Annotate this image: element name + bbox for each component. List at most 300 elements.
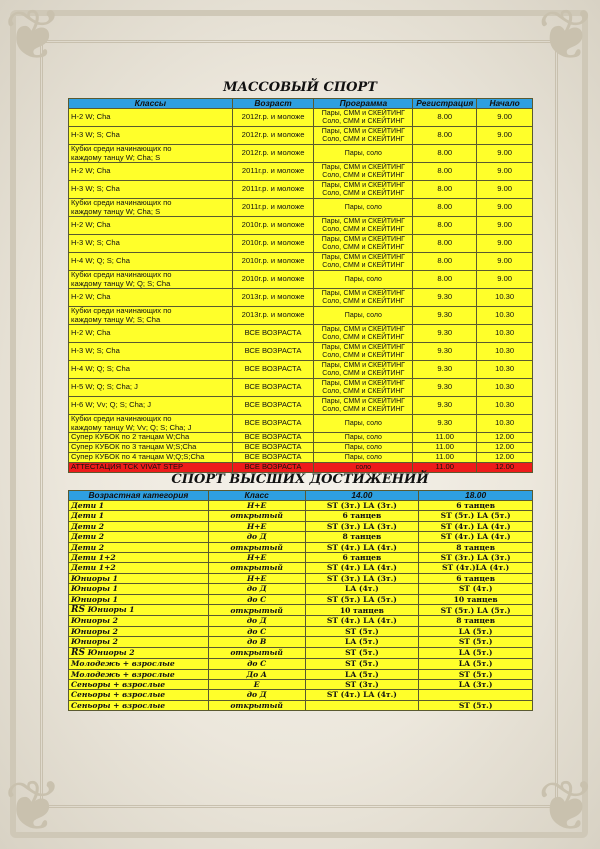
age-cell: ВСЕ ВОЗРАСТА (232, 415, 314, 433)
age-cell: ВСЕ ВОЗРАСТА (232, 443, 314, 453)
class-cell (69, 109, 233, 127)
program-line: Соло, СММ и СКЕЙТИНГ (322, 297, 405, 305)
class-label: Н-2 W; Cha (71, 292, 111, 302)
registration-cell: 11.00 (413, 443, 477, 453)
class-cell: Е (208, 679, 305, 689)
age-cell: ВСЕ ВОЗРАСТА (232, 453, 314, 463)
program-cell: Пары, соло (314, 433, 413, 443)
program-cell: соло (314, 463, 413, 473)
table-row (69, 443, 533, 453)
class-label: Кубки среди начинающих по (71, 414, 172, 424)
program-cell (314, 343, 413, 361)
table-row (69, 325, 533, 343)
corner-ornament-icon: ❦ (537, 0, 596, 76)
class-cell: Н+Е (208, 553, 305, 563)
program-cell: Пары, соло (314, 443, 413, 453)
age-cell: 2012г.р. и моложе (232, 109, 314, 127)
table-row (69, 433, 533, 443)
class-cell (69, 145, 233, 163)
class-cell: Супер КУБОК по 2 танцам W;Cha (69, 433, 233, 443)
age-cell: 2012г.р. и моложе (232, 127, 314, 145)
time-14-cell: ST (5т.) (305, 626, 419, 636)
class-cell (69, 181, 233, 199)
start-cell: 9.00 (477, 271, 533, 289)
age-category-label: Дети 1+2 (71, 563, 116, 573)
class-cell: открытый (208, 563, 305, 573)
class-label: Кубки среди начинающих по (71, 198, 172, 208)
class-cell (69, 235, 233, 253)
age-cell: 2013г.р. и моложе (232, 289, 314, 307)
age-cell: 2010г.р. и моложе (232, 271, 314, 289)
registration-cell: 9.30 (413, 325, 477, 343)
registration-cell: 8.00 (413, 199, 477, 217)
age-category-label: Дети 1 (71, 511, 105, 521)
registration-cell: 11.00 (413, 463, 477, 473)
class-cell (69, 379, 233, 397)
time-14-cell: ST (4т.) LA (4т.) (305, 563, 419, 573)
start-cell: 10.30 (477, 379, 533, 397)
age-category-cell (69, 637, 209, 647)
registration-cell: 8.00 (413, 127, 477, 145)
table-row (69, 379, 533, 397)
program-cell (314, 181, 413, 199)
corner-ornament-icon: ❦ (537, 765, 596, 847)
class-label: Кубки среди начинающих по (71, 306, 172, 316)
time-18-cell: ST (5т.) LA (5т.) (419, 511, 533, 521)
table-row (69, 637, 533, 647)
table-row (69, 199, 533, 217)
program-cell (314, 253, 413, 271)
program-line: Пары, СММ и СКЕЙТИНГ (321, 127, 405, 135)
age-cell: 2010г.р. и моложе (232, 235, 314, 253)
class-label: Н-3 W; S; Cha (71, 238, 120, 248)
program-line: Соло, СММ и СКЕЙТИНГ (322, 387, 405, 395)
time-18-cell: ST (4т.) LA (4т.) (419, 521, 533, 531)
program-line: Пары, СММ и СКЕЙТИНГ (321, 163, 405, 171)
program-line: Пары, СММ и СКЕЙТИНГ (321, 343, 405, 351)
registration-cell: 9.30 (413, 379, 477, 397)
time-14-cell: ST (3т.) LA (3т.) (305, 521, 419, 531)
age-category-label: Сеньоры + взрослые (71, 679, 166, 689)
table-row (69, 669, 533, 679)
program-cell (314, 145, 413, 163)
age-cell: 2011г.р. и моложе (232, 163, 314, 181)
start-cell: 9.00 (477, 109, 533, 127)
program-line: Пары, соло (344, 275, 382, 283)
time-14-cell: ST (4т.) LA (4т.) (305, 542, 419, 552)
class-label: Н-2 W; Cha (71, 112, 111, 122)
table-row (69, 397, 533, 415)
table-row (69, 700, 533, 710)
start-cell: 12.00 (477, 433, 533, 443)
time-14-cell: ST (4т.) LA (4т.) (305, 616, 419, 626)
program-cell (314, 127, 413, 145)
class-cell (69, 361, 233, 379)
age-category-label: Сеньоры + взрослые (71, 690, 166, 700)
age-category-cell (69, 605, 209, 616)
age-category-label: Сеньоры + взрослые (71, 700, 166, 710)
time-18-cell: 8 танцев (419, 616, 533, 626)
time-18-cell: ST (3т.) LA (3т.) (419, 553, 533, 563)
class-label-line2: каждому танцу W; Cha; S (71, 206, 161, 216)
class-cell (69, 289, 233, 307)
class-cell (69, 217, 233, 235)
elite-sport-table (68, 490, 533, 711)
age-category-label: Юниоры 1 (71, 584, 118, 594)
age-cell: 2010г.р. и моложе (232, 217, 314, 235)
registration-cell: 11.00 (413, 453, 477, 463)
registration-cell: 11.00 (413, 433, 477, 443)
class-cell: Супер КУБОК по 4 танцам W;Q;S;Cha (69, 453, 233, 463)
age-category-label: Юниоры 2 (71, 637, 118, 647)
age-category-label: Молодежь + взрослые (71, 669, 175, 679)
class-cell: Супер КУБОК по 3 танцам W;S;Cha (69, 443, 233, 453)
time-18-cell: 6 танцев (419, 573, 533, 583)
age-category-cell (69, 584, 209, 594)
start-cell: 10.30 (477, 361, 533, 379)
age-cell: ВСЕ ВОЗРАСТА (232, 343, 314, 361)
table-row (69, 109, 533, 127)
start-cell: 9.00 (477, 253, 533, 271)
age-category-label: Дети 2 (71, 521, 105, 531)
program-cell (314, 361, 413, 379)
time-14-cell: LA (4т.) (305, 584, 419, 594)
class-cell: АТТЕСТАЦИЯ TCK VIVAT STEP (69, 463, 233, 473)
program-line: Соло, СММ и СКЕЙТИНГ (322, 171, 405, 179)
class-label-line2: каждому танцу W; S; Cha (71, 314, 161, 324)
table-row (69, 217, 533, 235)
age-category-cell (69, 563, 209, 573)
class-cell (69, 397, 233, 415)
time-18-cell: LA (5т.) (419, 647, 533, 658)
registration-cell: 8.00 (413, 163, 477, 181)
class-label: Н-2 W; Cha (71, 220, 111, 230)
time-14-cell: 6 танцев (305, 553, 419, 563)
class-cell: Н+Е (208, 521, 305, 531)
corner-ornament-icon: ❦ (4, 765, 63, 847)
registration-cell: 8.00 (413, 181, 477, 199)
table-row (69, 616, 533, 626)
rs-mark: RS (71, 605, 85, 616)
class-cell (69, 271, 233, 289)
class-label: Н-3 W; S; Cha (71, 130, 120, 140)
class-cell: до С (208, 626, 305, 636)
age-category-label: Юниоры 1 (87, 605, 135, 615)
class-cell (69, 307, 233, 325)
program-line: Соло, СММ и СКЕЙТИНГ (322, 351, 405, 359)
registration-cell: 8.00 (413, 145, 477, 163)
time-18-cell: LA (3т.) (419, 679, 533, 689)
age-category-label: Юниоры 2 (71, 626, 118, 636)
program-line: Пары, СММ и СКЕЙТИНГ (321, 361, 405, 369)
age-category-label: Дети 1+2 (71, 553, 116, 563)
registration-cell: 9.30 (413, 289, 477, 307)
mass-sport-title: МАССОВЫЙ СПОРТ (223, 80, 377, 95)
class-cell: до Д (208, 584, 305, 594)
start-cell: 12.00 (477, 443, 533, 453)
start-cell: 10.30 (477, 415, 533, 433)
class-label: Н-4 W; Q; S; Cha (71, 256, 130, 266)
age-category-cell (69, 626, 209, 636)
program-line: Пары, соло (344, 149, 382, 157)
time-14-cell: ST (3т.) LA (3т.) (305, 501, 419, 511)
time-14-cell: 6 танцев (305, 511, 419, 521)
table-row (69, 511, 533, 521)
class-cell (69, 199, 233, 217)
time-18-cell: LA (5т.) (419, 626, 533, 636)
class-cell: открытый (208, 511, 305, 521)
registration-cell: 8.00 (413, 253, 477, 271)
registration-cell: 9.30 (413, 415, 477, 433)
registration-cell: 8.00 (413, 235, 477, 253)
program-line: Пары, СММ и СКЕЙТИНГ (321, 397, 405, 405)
class-label: Н-2 W; Cha (71, 166, 111, 176)
start-cell: 9.00 (477, 127, 533, 145)
table-row (69, 289, 533, 307)
time-14-cell: LA (5т.) (305, 637, 419, 647)
time-14-cell: LA (5т.) (305, 669, 419, 679)
program-line: Пары, соло (344, 311, 382, 319)
time-14-cell: 10 танцев (305, 605, 419, 616)
program-cell (314, 325, 413, 343)
class-label: Н-3 W; S; Cha (71, 184, 120, 194)
registration-cell: 9.30 (413, 343, 477, 361)
program-cell (314, 289, 413, 307)
age-cell: 2011г.р. и моложе (232, 181, 314, 199)
class-cell: до Д (208, 532, 305, 542)
table-row (69, 127, 533, 145)
column-header: Регистрация (413, 99, 477, 109)
class-label: Кубки среди начинающих по (71, 144, 172, 154)
age-cell: ВСЕ ВОЗРАСТА (232, 463, 314, 473)
registration-cell: 9.30 (413, 307, 477, 325)
age-cell: 2013г.р. и моложе (232, 307, 314, 325)
time-18-cell (419, 690, 533, 700)
class-cell (69, 253, 233, 271)
program-cell (314, 235, 413, 253)
start-cell: 10.30 (477, 397, 533, 415)
class-cell (69, 343, 233, 361)
table-row (69, 343, 533, 361)
program-line: Пары, СММ и СКЕЙТИНГ (321, 289, 405, 297)
corner-ornament-icon: ❦ (4, 0, 63, 76)
age-category-cell (69, 573, 209, 583)
column-header: Класс (208, 491, 305, 501)
start-cell: 9.00 (477, 217, 533, 235)
class-cell: до С (208, 594, 305, 604)
age-category-cell (69, 501, 209, 511)
table-row (69, 307, 533, 325)
table-row (69, 605, 533, 616)
class-cell: открытый (208, 542, 305, 552)
age-category-label: Юниоры 2 (87, 647, 135, 657)
table-row (69, 181, 533, 199)
rs-mark: RS (71, 647, 85, 658)
time-18-cell: 8 танцев (419, 542, 533, 552)
time-14-cell: ST (3т.) LA (3т.) (305, 573, 419, 583)
table-row (69, 453, 533, 463)
age-cell: ВСЕ ВОЗРАСТА (232, 361, 314, 379)
program-line: Пары, СММ и СКЕЙТИНГ (321, 235, 405, 243)
program-cell (314, 415, 413, 433)
start-cell: 12.00 (477, 453, 533, 463)
class-cell: открытый (208, 700, 305, 710)
table-row (69, 145, 533, 163)
program-cell (314, 217, 413, 235)
registration-cell: 8.00 (413, 109, 477, 127)
column-header: 18.00 (419, 491, 533, 501)
time-18-cell: ST (4т.)LA (4т.) (419, 563, 533, 573)
program-cell (314, 199, 413, 217)
program-cell (314, 109, 413, 127)
class-label: Н-3 W; S; Cha (71, 346, 120, 356)
age-category-cell (69, 553, 209, 563)
class-label: Н-6 W; Vv; Q; S; Cha; J (71, 400, 152, 410)
program-line: Соло, СММ и СКЕЙТИНГ (322, 117, 405, 125)
table-row (69, 532, 533, 542)
age-cell: 2011г.р. и моложе (232, 199, 314, 217)
class-cell (69, 127, 233, 145)
age-category-label: Молодежь + взрослые (71, 659, 175, 669)
age-category-cell (69, 532, 209, 542)
age-category-label: Юниоры 2 (71, 616, 118, 626)
program-line: Соло, СММ и СКЕЙТИНГ (322, 261, 405, 269)
program-cell (314, 271, 413, 289)
attestation-row (69, 463, 533, 473)
table-row (69, 679, 533, 689)
table-row (69, 659, 533, 669)
start-cell: 9.00 (477, 145, 533, 163)
program-cell: Пары, соло (314, 453, 413, 463)
program-line: Соло, СММ и СКЕЙТИНГ (322, 225, 405, 233)
program-line: Соло, СММ и СКЕЙТИНГ (322, 243, 405, 251)
table-row (69, 415, 533, 433)
program-cell (314, 397, 413, 415)
start-cell: 12.00 (477, 463, 533, 473)
program-line: Пары, СММ и СКЕЙТИНГ (321, 181, 405, 189)
program-line: Соло, СММ и СКЕЙТИНГ (322, 189, 405, 197)
registration-cell: 8.00 (413, 271, 477, 289)
time-14-cell (305, 700, 419, 710)
program-line: Пары, СММ и СКЕЙТИНГ (321, 109, 405, 117)
time-18-cell: ST (5т.) (419, 637, 533, 647)
column-header: Возраст (232, 99, 314, 109)
age-category-label: Юниоры 1 (71, 594, 118, 604)
program-cell (314, 163, 413, 181)
age-cell: ВСЕ ВОЗРАСТА (232, 433, 314, 443)
table-row (69, 163, 533, 181)
age-category-label: Юниоры 1 (71, 573, 118, 583)
time-14-cell: 8 танцев (305, 532, 419, 542)
table-row (69, 253, 533, 271)
start-cell: 9.00 (477, 181, 533, 199)
class-label: Н-2 W; Cha (71, 328, 111, 338)
age-category-cell (69, 659, 209, 669)
age-category-cell (69, 542, 209, 552)
registration-cell: 9.30 (413, 397, 477, 415)
start-cell: 10.30 (477, 343, 533, 361)
table-row (69, 553, 533, 563)
program-line: Соло, СММ и СКЕЙТИНГ (322, 405, 405, 413)
program-line: Пары, СММ и СКЕЙТИНГ (321, 253, 405, 261)
age-category-cell (69, 616, 209, 626)
class-cell: до Д (208, 690, 305, 700)
elite-sport-title: СПОРТ ВЫСШИХ ДОСТИЖЕНИЙ (171, 472, 429, 487)
class-cell (69, 325, 233, 343)
time-18-cell: LA (5т.) (419, 659, 533, 669)
class-cell: Н+Е (208, 573, 305, 583)
program-line: Соло, СММ и СКЕЙТИНГ (322, 369, 405, 377)
class-label-line2: каждому танцу W; Q; S; Cha (71, 278, 171, 288)
table-row (69, 690, 533, 700)
class-label-line2: каждому танцу W; Vv; Q; S; Cha; J (71, 422, 192, 432)
table-row (69, 235, 533, 253)
column-header: Возрастная категория (69, 491, 209, 501)
column-header: 14.00 (305, 491, 419, 501)
table-row (69, 626, 533, 636)
table-row (69, 584, 533, 594)
age-category-label: Дети 2 (71, 542, 105, 552)
time-18-cell: ST (5т.) LA (5т.) (419, 605, 533, 616)
class-label: Н-4 W; Q; S; Cha (71, 364, 130, 374)
age-category-cell (69, 647, 209, 658)
time-18-cell: ST (4т.) (419, 584, 533, 594)
program-cell (314, 307, 413, 325)
table-row (69, 271, 533, 289)
table-row (69, 521, 533, 531)
age-cell: 2010г.р. и моложе (232, 253, 314, 271)
start-cell: 9.00 (477, 235, 533, 253)
start-cell: 9.00 (477, 163, 533, 181)
class-label: Кубки среди начинающих по (71, 270, 172, 280)
time-14-cell: ST (3т.) (305, 679, 419, 689)
column-header: Начало (477, 99, 533, 109)
class-cell (69, 163, 233, 181)
registration-cell: 8.00 (413, 217, 477, 235)
time-14-cell: ST (5т.) (305, 647, 419, 658)
program-line: Соло, СММ и СКЕЙТИНГ (322, 333, 405, 341)
age-cell: 2012г.р. и моложе (232, 145, 314, 163)
time-18-cell: ST (5т.) (419, 700, 533, 710)
time-14-cell: ST (5т.) LA (5т.) (305, 594, 419, 604)
table-row (69, 573, 533, 583)
time-18-cell: 10 танцев (419, 594, 533, 604)
start-cell: 10.30 (477, 307, 533, 325)
age-category-label: Дети 1 (71, 501, 105, 510)
age-category-label: Дети 2 (71, 532, 105, 542)
program-line: Пары, соло (344, 203, 382, 211)
time-18-cell: ST (5т.) (419, 669, 533, 679)
age-category-cell (69, 679, 209, 689)
age-category-cell (69, 594, 209, 604)
class-cell: до В (208, 637, 305, 647)
age-category-cell (69, 511, 209, 521)
registration-cell: 9.30 (413, 361, 477, 379)
class-label-line2: каждому танцу W; Cha; S (71, 152, 161, 162)
table-row (69, 501, 533, 511)
time-14-cell: ST (5т.) (305, 659, 419, 669)
class-cell: до С (208, 659, 305, 669)
class-cell: открытый (208, 647, 305, 658)
age-cell: ВСЕ ВОЗРАСТА (232, 325, 314, 343)
program-line: Соло, СММ и СКЕЙТИНГ (322, 135, 405, 143)
program-cell (314, 379, 413, 397)
program-line: Пары, СММ и СКЕЙТИНГ (321, 325, 405, 333)
program-line: Пары, СММ и СКЕЙТИНГ (321, 217, 405, 225)
age-category-cell (69, 700, 209, 710)
table-row (69, 563, 533, 573)
class-label: Н-5 W; Q; S; Cha; J (71, 382, 138, 392)
